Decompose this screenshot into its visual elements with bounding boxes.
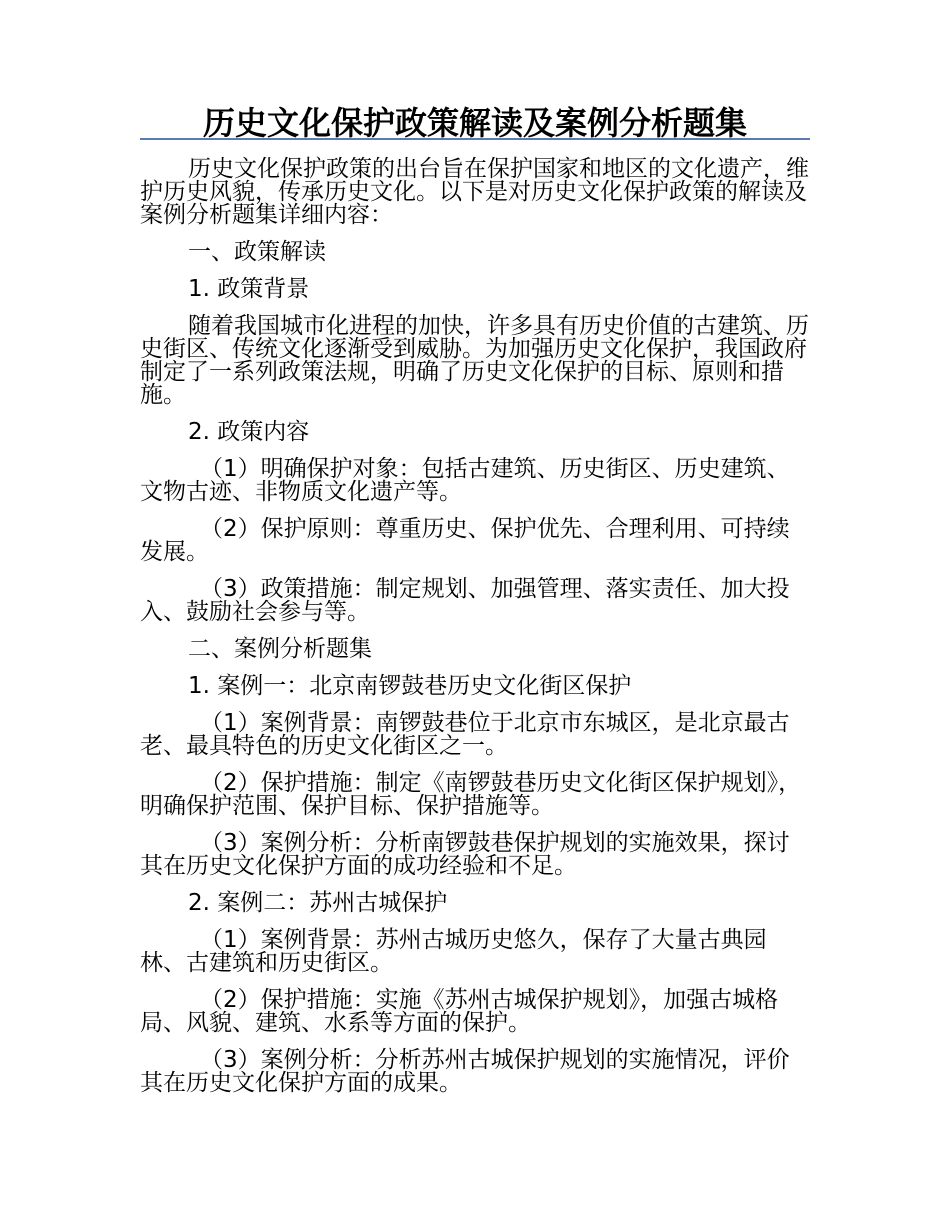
- case-2-heading: 2. 案例二：苏州古城保护: [188, 890, 448, 916]
- case-1-item-1: （1）案例背景：南锣鼓巷位于北京市东城区，是北京最古老、最具特色的历史文化街区之一。: [140, 710, 790, 759]
- document-title: 历史文化保护政策解读及案例分析题集: [202, 104, 747, 142]
- case-2-item-2: （2）保护措施：实施《苏州古城保护规划》，加强古城格局、风貌、建筑、水系等方面的保护。: [140, 987, 779, 1036]
- case-1-item-3: （3）案例分析：分析南锣鼓巷保护规划的实施效果，探讨其在历史文化保护方面的成功经验和不足。: [140, 830, 790, 879]
- title-underline: [140, 138, 810, 140]
- background-paragraph: 随着我国城市化进程的加快，许多具有历史价值的古建筑、历史街区、传统文化逐渐受到威胁。为加强历史文化保护，我国政府制定了一系列政策法规，明确了历史文化保护的目标、原则和措施。: [140, 313, 809, 408]
- subheading-content: 2. 政策内容: [188, 419, 310, 445]
- section-heading-policy: 一、政策解读: [188, 239, 326, 265]
- case-1-heading: 1. 案例一：北京南锣鼓巷历史文化街区保护: [188, 673, 632, 699]
- case-2-item-1: （1）案例背景：苏州古城历史悠久，保存了大量古典园林、古建筑和历史街区。: [140, 927, 767, 976]
- intro-paragraph: 历史文化保护政策的出台旨在保护国家和地区的文化遗产，维护历史风貌，传承历史文化。以下是对历史文化保护政策的解读及案例分析题集详细内容：: [140, 156, 809, 228]
- case-2-item-3: （3）案例分析：分析苏州古城保护规划的实施情况，评价其在历史文化保护方面的成果。: [140, 1047, 790, 1096]
- case-1-item-2: （2）保护措施：制定《南锣鼓巷历史文化街区保护规划》，明确保护范围、保护目标、保护措施等。: [140, 770, 802, 819]
- content-item-2: （2）保护原则：尊重历史、保护优先、合理利用、可持续发展。: [140, 516, 790, 565]
- document-body: [140, 158, 810, 1109]
- section-heading-cases: 二、案例分析题集: [188, 636, 372, 662]
- subheading-background: 1. 政策背景: [188, 276, 310, 302]
- content-item-1: （1）明确保护对象：包括古建筑、历史街区、历史建筑、文物古迹、非物质文化遗产等。: [140, 456, 790, 505]
- content-item-3: （3）政策措施：制定规划、加强管理、落实责任、加大投入、鼓励社会参与等。: [140, 576, 790, 625]
